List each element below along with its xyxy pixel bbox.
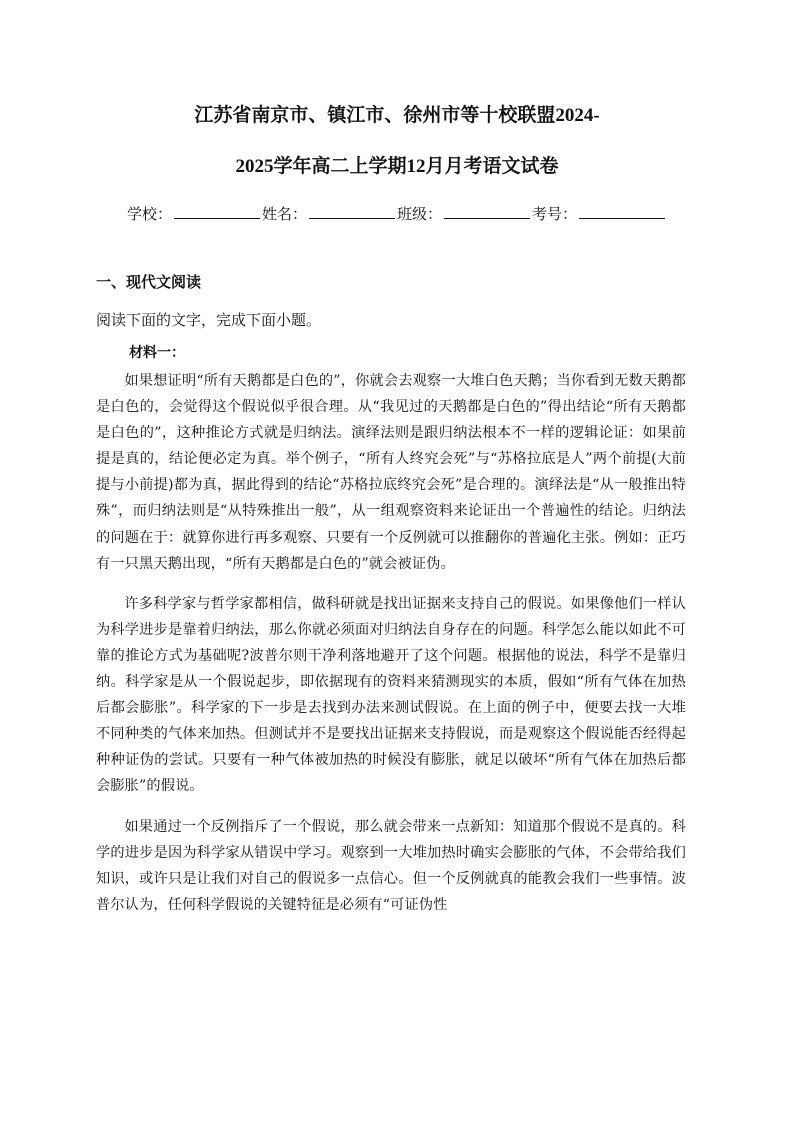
class-blank <box>444 204 530 219</box>
reading-instruction: 阅读下面的文字，完成下面小题。 <box>96 311 322 329</box>
exam-number-field <box>532 202 667 226</box>
exam-number-label: 考号： <box>532 205 578 223</box>
paragraph-2: 许多科学家与哲学家都相信，做科研就是找出证据来支持自己的假说。如果像他们一样认为科学进步是靠着归纳法，那么你就必须面对归纳法自身存在的问题。科学怎么能以如此不可靠的推论方式为基础呢?波普尔则干净利落地避开了这个问题。根据他的说法，科学不是靠归纳。科学家是从一个假说起步，即依据现有的资料来猜测现实的本质，假如“所有气体在加热后都会膨胀”。科学家的下一步是去找到办法来测试假说。在上面的例子中，便要去找一大堆不同种类的气体来加热。但测试并不是要找出证据来支持假说，而是观察这个假说能否经得起种种证伪的尝试。只要有一种气体被加热的时候没有膨胀，就足以破坏“所有气体在加热后都会膨胀”的假说。 <box>96 595 686 795</box>
name-field <box>262 202 397 226</box>
paragraph-1: 如果想证明“所有天鹅都是白色的”，你就会去观察一大堆白色天鹅；当你看到无数天鹅都是白色的，会觉得这个假说似乎很合理。从“我见过的天鹅都是白色的”得出结论“所有天鹅都是白色的”，这种推论方式就是归纳法。演绎法则是跟归纳法根本不一样的逻辑论证：如果前提是真的，结论便必定为真。举个例子，“所有人终究会死”与“苏格拉底是人”两个前提(大前提与小前提)都为真，据此得到的结论“苏格拉底终究会死”是合理的。演绎法是“从一般推出特殊”，而归纳法则是“从特殊推出一般”，从一组观察资料来论证出一个普遍性的结论。归纳法的问题在于：就算你进行再多观察、只要有一个反例就可以推翻你的普遍化主张。例如：正巧有一只黑天鹅出现，“所有天鹅都是白色的”就会被证伪。 <box>96 373 686 572</box>
material-body <box>96 368 686 932</box>
class-label: 班级： <box>397 205 443 223</box>
material-label: 材料一： <box>129 345 185 361</box>
name-blank <box>309 204 395 219</box>
paragraph-3: 如果通过一个反例指斥了一个假说，那么就会带来一点新知：知道那个假说不是真的。科学的进步是因为科学家从错误中学习。观察到一大堆加热时确实会膨胀的气体，不会带给我们知识，或许只是让我们对自己的假说多一点信心。但一个反例就真的能教会我们一些事情。波普尔认为，任何科学假说的关键特征是必须有“可证伪性 <box>96 818 686 913</box>
document-title-line-1: 江苏省南京市、镇江市、徐州市等十校联盟2024- <box>194 105 600 126</box>
school-label: 学校： <box>126 205 172 223</box>
class-field <box>397 202 532 226</box>
student-info-row <box>96 202 698 226</box>
document-title-line-2: 2025学年高二上学期12月月考语文试卷 <box>235 156 559 177</box>
section-heading: 一、现代文阅读 <box>96 273 202 291</box>
school-field <box>127 202 262 226</box>
exam-number-blank <box>579 204 665 219</box>
name-label: 姓名： <box>261 205 307 223</box>
school-blank <box>174 204 260 219</box>
